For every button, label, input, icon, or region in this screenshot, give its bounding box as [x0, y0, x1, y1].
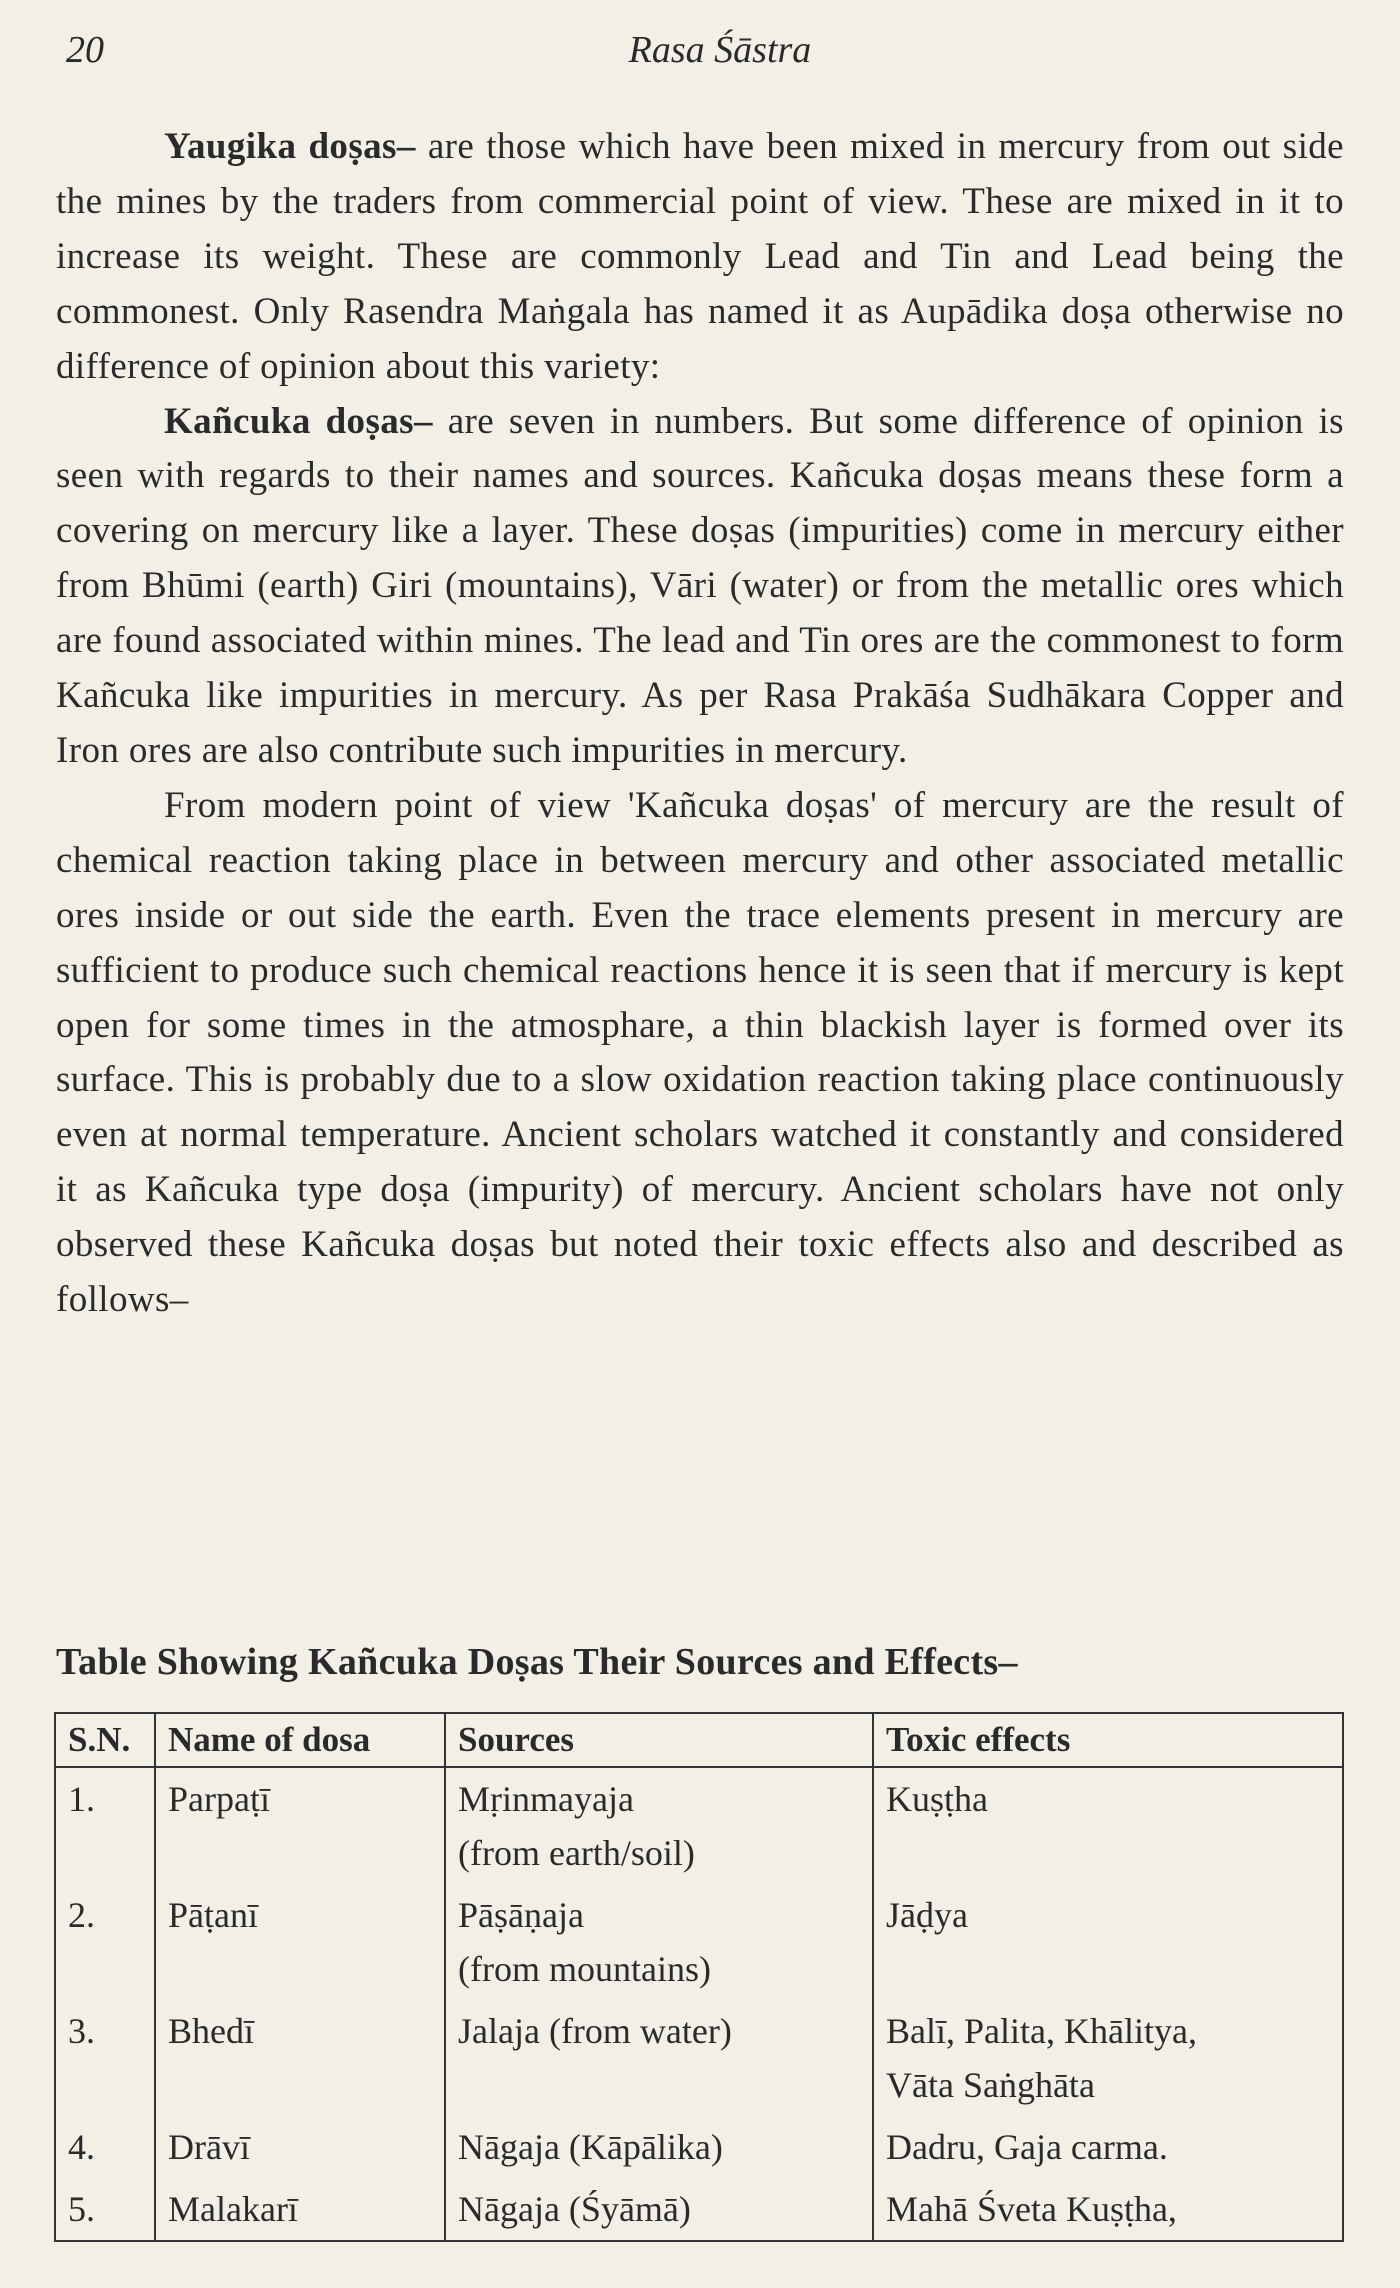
cell-toxic-effects [873, 2116, 1343, 2178]
header-name: Name of dosa [155, 1713, 445, 1767]
cell-sources-line: (from mountains) [458, 1949, 711, 1989]
table-row [55, 1884, 1343, 2000]
cell-sources-line: Jalaja (from water) [458, 2011, 732, 2051]
cell-sources [445, 2178, 873, 2241]
cell-sn: 5. [55, 2178, 155, 2241]
cell-toxic-effects [873, 2000, 1343, 2116]
term-yaugika: Yaugika doṣas– [164, 126, 416, 167]
term-kancuka: Kañcuka doṣas– [164, 400, 433, 442]
cell-toxic-line: Vāta Saṅghāta [886, 2065, 1095, 2105]
page-header [58, 22, 1342, 82]
cell-name: Malakarī [155, 2178, 445, 2241]
table-caption: Table Showing Kañcuka Doṣas Their Sources and Effects– [56, 1641, 1018, 1683]
table-header-row [55, 1713, 1343, 1767]
header-sources: Sources [445, 1713, 873, 1767]
body-text [56, 120, 1344, 1328]
cell-sources-line: Mṛinmayaja [458, 1779, 634, 1819]
cell-name: Pāṭanī [155, 1884, 445, 2000]
cell-sources [445, 2000, 873, 2116]
paragraph-yaugika [56, 120, 1344, 395]
paragraph-kancuka [56, 395, 1344, 779]
cell-sources-line: Nāgaja (Śyāmā) [458, 2189, 691, 2229]
cell-toxic-effects [873, 2178, 1343, 2241]
cell-name: Parpaṭī [155, 1767, 445, 1884]
cell-name: Drāvī [155, 2116, 445, 2178]
cell-toxic-line: Dadru, Gaja carma. [886, 2127, 1168, 2167]
page-number: 20 [66, 29, 104, 71]
cell-name: Bhedī [155, 2000, 445, 2116]
cell-toxic-line: Kuṣṭha [886, 1779, 988, 1819]
cell-sn: 1. [55, 1767, 155, 1884]
cell-sources-line: Pāṣāṇaja [458, 1895, 584, 1935]
cell-toxic-line: Mahā Śveta Kuṣṭha, [886, 2189, 1177, 2229]
cell-sources [445, 2116, 873, 2178]
cell-sn: 4. [55, 2116, 155, 2178]
header-sn: S.N. [55, 1713, 155, 1767]
header-toxic-effects: Toxic effects [873, 1713, 1343, 1767]
running-title: Rasa Śāstra [628, 29, 812, 71]
table-row [55, 2116, 1343, 2178]
table-row [55, 2000, 1343, 2116]
paragraph-kancuka-text: are seven in numbers. But some difference of opinion is seen with regards to their names and sources. Kañcuka doṣas means these form a covering on mercury like a layer. These doṣas (impurities) come in mercury either from Bhūmi (earth) Giri (mountains), Vāri (water) or from the metallic ores which are found associated within mines. The lead and Tin ores are the commonest to form Kañcuka like impurities in mercury. As per Rasa Prakāśa Sudhākara Copper and Iron ores are also contribute such impurities in mercury. [56, 400, 1344, 771]
cell-toxic-effects [873, 1884, 1343, 2000]
cell-sn: 3. [55, 2000, 155, 2116]
table-row [55, 2178, 1343, 2241]
cell-sources [445, 1767, 873, 1884]
paragraph-yaugika-text: are those which have been mixed in mercury from out side the mines by the traders from commercial point of view. These are mixed in it to increase its weight. These are commonly Lead and Tin and Lead being the commonest. Only Rasendra Maṅgala has named it as Aupādika doṣa otherwise no difference of opinion about this variety: [56, 126, 1344, 387]
table-row [55, 1767, 1343, 1884]
cell-toxic-line: Balī, Palita, Khālitya, [886, 2011, 1197, 2051]
paragraph-modern-view: From modern point of view 'Kañcuka doṣas' of mercury are the result of chemical reaction taking place in between mercury and other associated metallic ores inside or out side the earth. Even the trace elements present in mercury are sufficient to produce such chemical reactions hence it is seen that if mercury is kept open for some times in the atmosphare, a thin blackish layer is formed over its surface. This is probably due to a slow oxidation reaction taking place continuously even at normal temperature. Ancient scholars watched it constantly and considered it as Kañcuka type doṣa (impurity) of mercury. Ancient scholars have not only observed these Kañcuka doṣas but noted their toxic effects also and described as follows– [56, 784, 1344, 1321]
cell-sn: 2. [55, 1884, 155, 2000]
dosha-table [54, 1712, 1344, 2242]
cell-sources-line: (from earth/soil) [458, 1833, 695, 1873]
cell-sources [445, 1884, 873, 2000]
dosha-table-container [54, 1712, 1342, 2242]
cell-sources-line: Nāgaja (Kāpālika) [458, 2127, 723, 2167]
cell-toxic-effects [873, 1767, 1343, 1884]
cell-toxic-line: Jāḍya [886, 1895, 968, 1935]
